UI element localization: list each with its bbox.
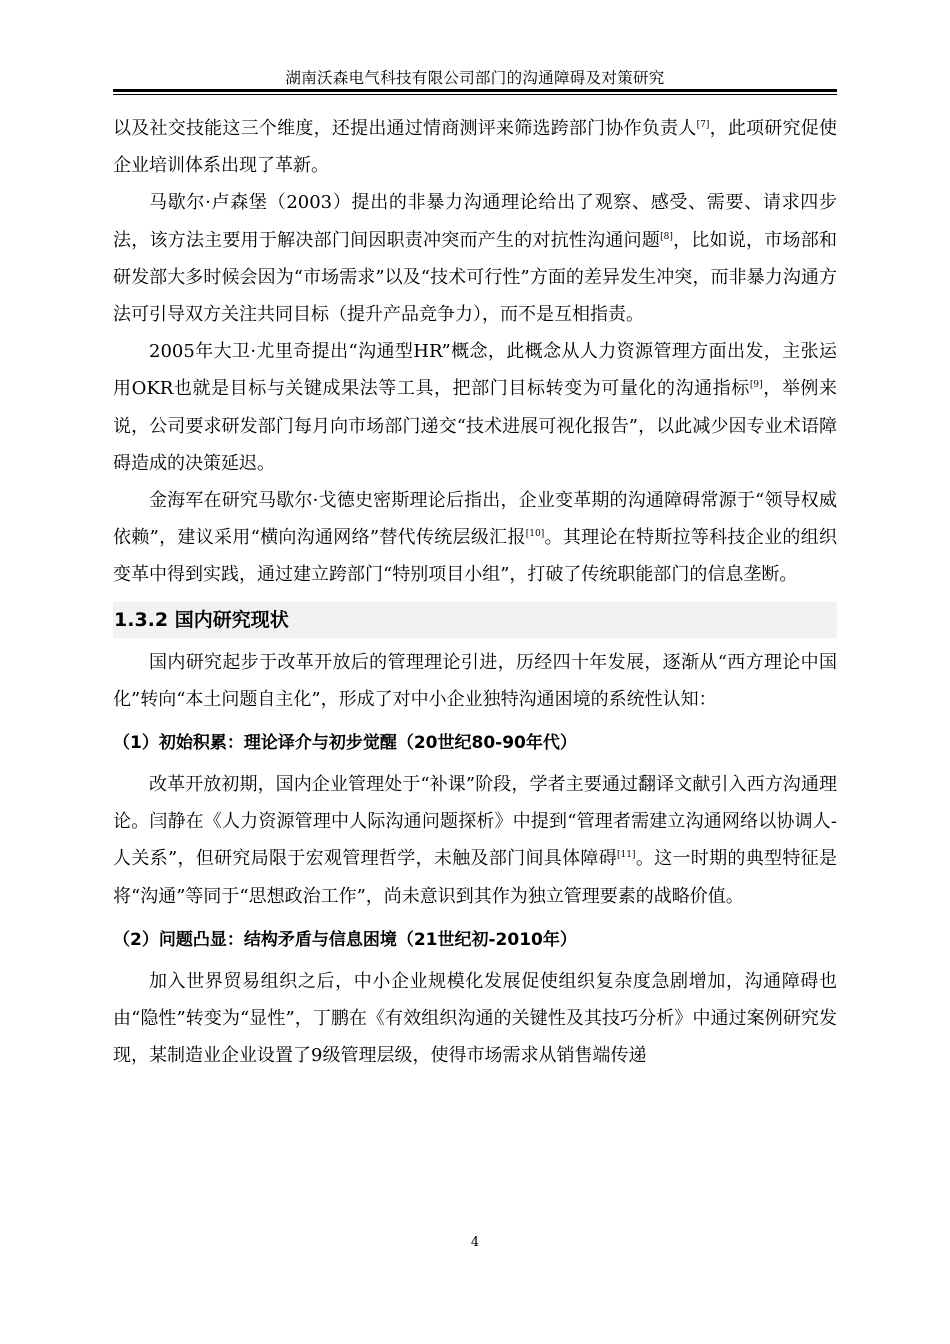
paragraph-5: 国内研究起步于改革开放后的管理理论引进，历经四十年发展，逐渐从“西方理论中国化”转向“本土问题自主化”，形成了对中小企业独特沟通困境的系统性认知：: [113, 651, 837, 710]
paragraph-1: 以及社交技能这三个维度，还提出通过情商测评来筛选跨部门协作负责人[7]，此项研究促使企业培训体系出现了革新。: [113, 118, 838, 177]
section-heading: 1.3.2 国内研究现状: [113, 602, 837, 638]
header-rule-thin: [113, 94, 837, 95]
page-number: 4: [470, 1235, 480, 1250]
citation-ref: [9]: [749, 380, 763, 391]
subheading-2: （2）问题凸显：结构矛盾与信息困境（21世纪初-2010年）: [113, 929, 577, 950]
paragraph-4: 金海军在研究马歇尔·戈德史密斯理论后指出，企业变革期的沟通障碍常源于“领导权威依赖”，建议采用“横向沟通网络”替代传统层级汇报[10]。其理论在特斯拉等科技企业的组织变革中得到实践，通过建立跨部门“特别项目小组”，打破了传统职能部门的信息垄断。: [113, 490, 837, 586]
header-rule-thick: [113, 89, 837, 92]
citation-ref: [8]: [660, 231, 673, 242]
paragraph-2: 马歇尔·卢森堡（2003）提出的非暴力沟通理论给出了观察、感受、需要、请求四步法，该方法主要用于解决部门间因职责冲突而产生的对抗性沟通问题[8]，比如说，市场部和研发部大多时候会因为“市场需求”以及“技术可行性”方面的差异发生冲突，而非暴力沟通方法可引导双方关注共同目标（提升产品竞争力），而不是互相指责。: [113, 192, 838, 326]
running-header: 湖南沃森电气科技有限公司部门的沟通障碍及对策研究: [285, 69, 665, 87]
citation-ref: [10]: [525, 529, 545, 540]
citation-ref: [7]: [696, 120, 710, 130]
paragraph-6: 改革开放初期，国内企业管理处于“补课”阶段，学者主要通过翻译文献引入西方沟通理论。闫静在《人力资源管理中人际沟通问题探析》中提到“管理者需建立沟通网络以协调人-人关系”，但研究局限于宏观管理哲学，未触及部门间具体障碍[11]。这一时期的典型特征是将“沟通”等同于“思想政治工作”，尚未意识到其作为独立管理要素的战略价值。: [113, 774, 838, 907]
subheading-1: （1）初始积累：理论译介与初步觉醒（20世纪80-90年代）: [113, 733, 577, 754]
citation-ref: [11]: [617, 850, 636, 861]
page-body: [113, 110, 837, 1074]
paragraph-3: 2005年大卫·尤里奇提出“沟通型HR”概念，此概念从人力资源管理方面出发，主张运用OKR也就是目标与关键成果法等工具，把部门目标转变为可量化的沟通指标[9]，举例来说，公司要求研发部门每月向市场部门递交“技术进展可视化报告”，以此减少因专业术语障碍造成的决策延迟。: [113, 341, 837, 474]
paragraph-7: 加入世界贸易组织之后，中小企业规模化发展促使组织复杂度急剧增加，沟通障碍也由“隐性”转变为“显性”，丁鹏在《有效组织沟通的关键性及其技巧分析》中通过案例研究发现，某制造业企业设置了9级管理层级，使得市场需求从销售端传递: [113, 970, 837, 1067]
